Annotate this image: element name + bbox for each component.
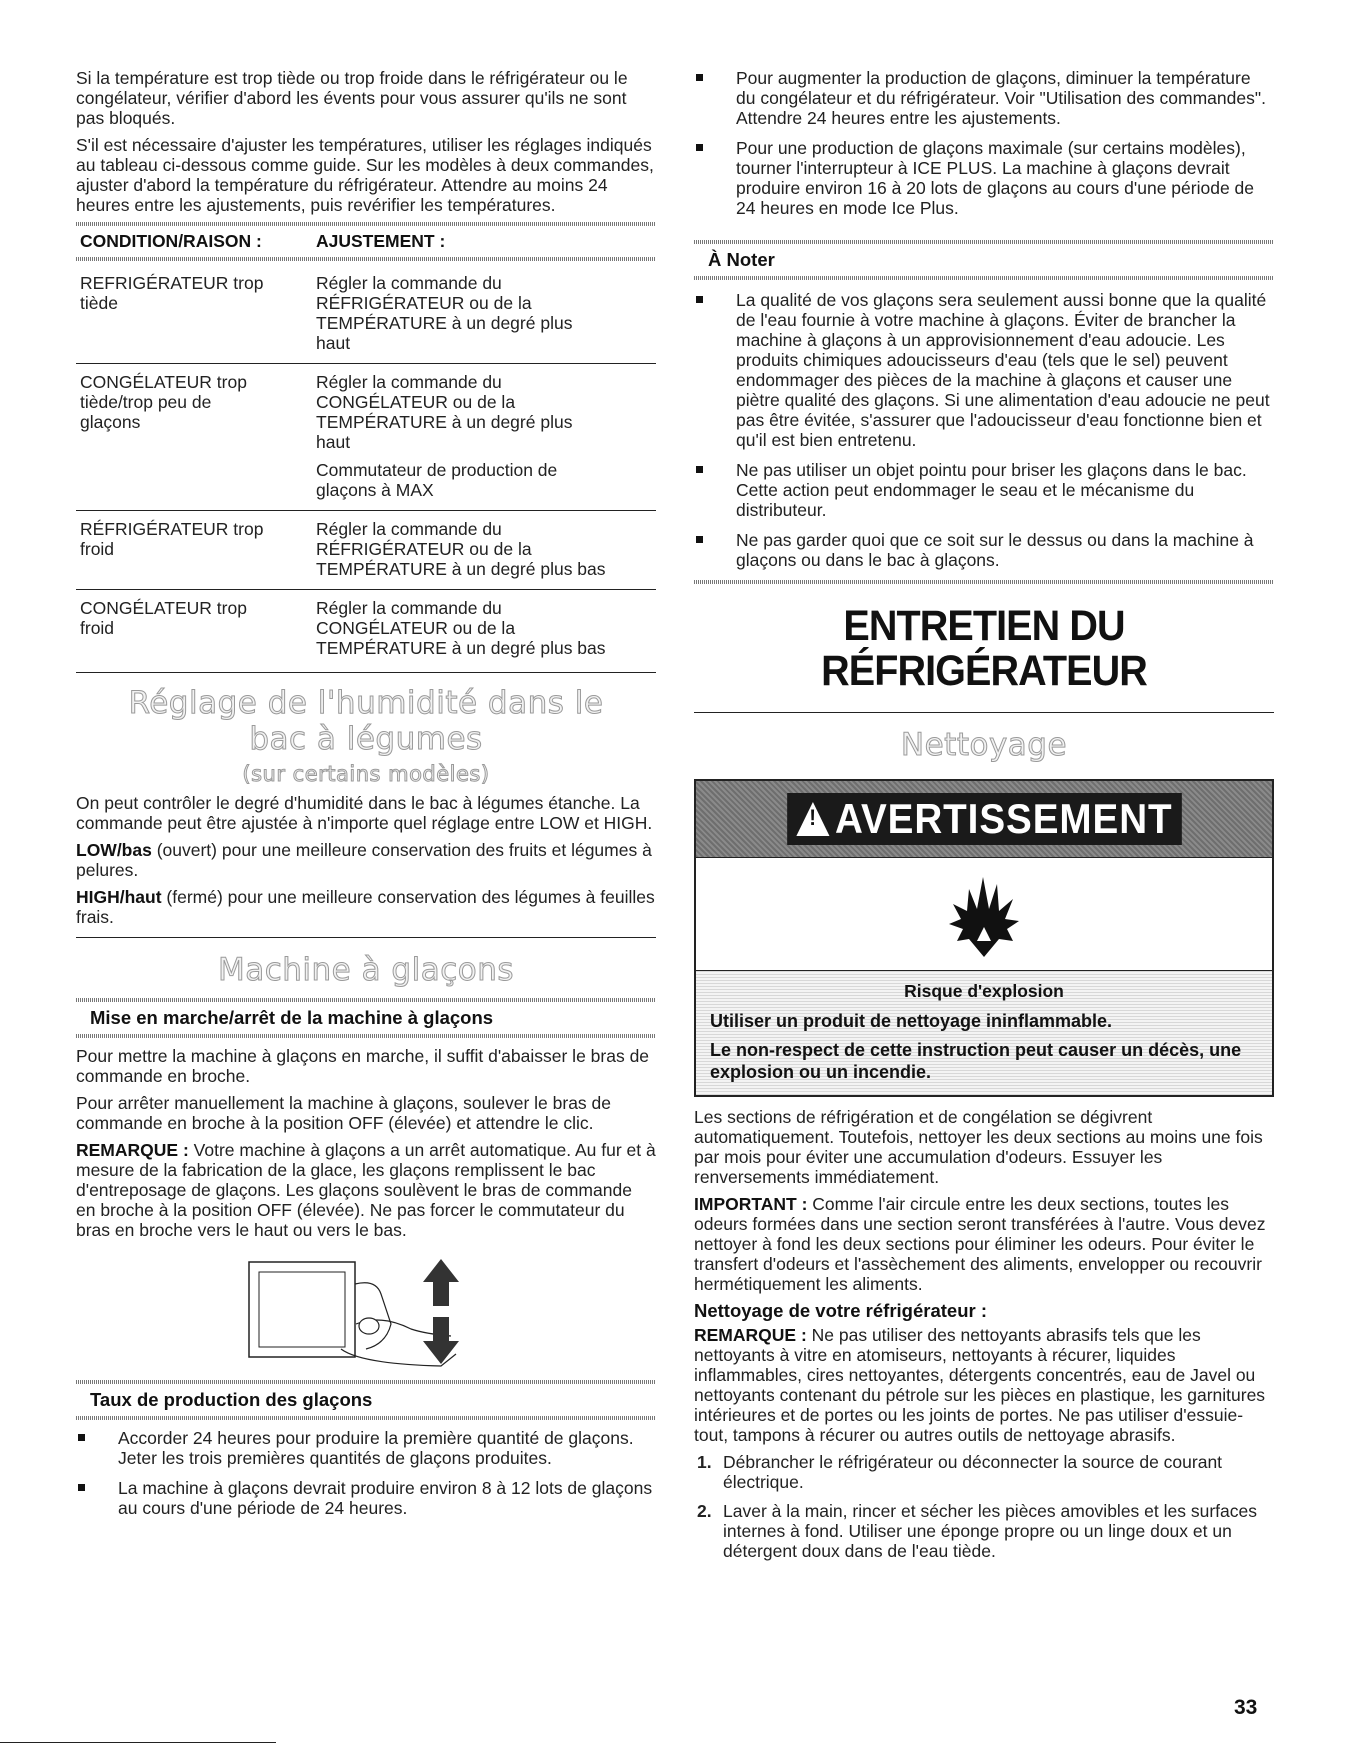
section-end-rule: [694, 580, 1274, 584]
intro-paragraph-2: S'il est nécessaire d'ajuster les températures, utiliser les réglages indiqués au tableau ci-dessous comme guide. Sur les modèles à deux commandes, ajuster d'abord la température du réfrigérateur. Attendre au moins 24 heures entre les ajustements, puis revérifier les températures.: [76, 135, 654, 215]
high-label: HIGH/haut: [76, 887, 162, 907]
adjustment-text: Régler la commande du RÉFRIGÉRATEUR ou de la TEMPÉRATURE à un degré plus haut: [316, 273, 573, 353]
explosion-icon-area: [696, 858, 1272, 971]
left-column: [76, 68, 656, 1528]
remark-text: Ne pas utiliser des nettoyants abrasifs tels que les nettoyants à vitre en atomiseurs, nettoyants à récurer, liquides inflammables, cires nettoyantes, détergents concentrés, eau de Javel ou nettoyants contenant du pétrole sur les pièces en plastique, les garnitures intérieures et de portes ou les joints de portes. Ne pas utiliser d'essuie-tout, tampons à récurer ou autres outils de nettoyage abrasifs.: [694, 1325, 1266, 1445]
table-cell-adjustment: [316, 372, 656, 500]
section-title-line-1: ENTRETIEN DU: [843, 602, 1125, 650]
list-item: Accorder 24 heures pour produire la première quantité de glaçons. Jeter les trois premières quantités de glaçons produites.: [76, 1428, 656, 1468]
temperature-table: [76, 222, 656, 673]
high-text: (fermé) pour une meilleure conservation des légumes à feuilles frais.: [76, 887, 655, 927]
important-text: Comme l'air circule entre les deux sections, toutes les odeurs formées dans une section seront transférées à l'autre. Vous devez nettoyer à fond les deux sections pour éliminer les odeurs. Pour éviter le transfert d'odeurs et l'assèchement des aliments, envelopper ou recouvrir hermétiquement les aliments.: [694, 1194, 1266, 1294]
cleaning-steps: [694, 1452, 1274, 1561]
warning-line-1: Utiliser un produit de nettoyage ininflammable.: [710, 1011, 1113, 1031]
rate-heading: Taux de production des glaçons: [90, 1389, 373, 1410]
humidity-subtitle: (sur certains modèles): [242, 762, 490, 786]
ice-maker-arm-illustration: [241, 1254, 491, 1374]
remark-label: REMARQUE :: [76, 1140, 189, 1160]
adjustment-text: Régler la commande du CONGÉLATEUR ou de la TEMPÉRATURE à un degré plus haut: [316, 372, 573, 452]
remark-label: REMARQUE :: [694, 1325, 807, 1345]
rate-rule-top: [76, 1380, 656, 1384]
table-cell-condition: REFRIGÉRATEUR trop tiède: [80, 273, 264, 313]
table-cell-adjustment: [316, 598, 656, 658]
defrost-paragraph: Les sections de réfrigération et de congélation se dégivrent automatiquement. Toutefois, nettoyer les deux sections au moins une fois par mois pour éviter une accumulation d'odeurs. Essuyer les renversements immédiatement.: [694, 1107, 1263, 1187]
humidity-paragraph: On peut contrôler le degré d'humidité dans le bac à légumes étanche. La commande peut être ajustée à n'importe quel réglage entre LOW et HIGH.: [76, 793, 653, 833]
low-text: (ouvert) pour une meilleure conservation des fruits et légumes à pelures.: [76, 840, 652, 880]
table-top-rule: [76, 222, 656, 226]
adjustment-text: Régler la commande du RÉFRIGÉRATEUR ou de la TEMPÉRATURE à un degré plus bas: [316, 519, 606, 579]
warning-line-2: Le non-respect de cette instruction peut causer un décès, une explosion ou un incendie.: [710, 1040, 1242, 1082]
cleaning-title: Nettoyage: [900, 727, 1068, 763]
note-heading: À Noter: [708, 249, 775, 270]
table-cell-condition: RÉFRIGÉRATEUR trop froid: [80, 519, 264, 559]
list-item: Pour augmenter la production de glaçons, diminuer la température du congélateur et du réfrigérateur. Voir "Utilisation des commandes". Attendre 24 heures entre les ajustements.: [694, 68, 1274, 128]
section-title-line-2: RÉFRIGÉRATEUR: [821, 647, 1147, 695]
table-cell-adjustment: [316, 519, 656, 579]
rate-rule-bottom: [76, 1416, 656, 1420]
table-header-condition: CONDITION/RAISON :: [80, 231, 262, 251]
icemaker-title: Machine à glaçons: [217, 952, 515, 988]
humidity-title-line-1: Réglage de l'humidité dans le: [128, 685, 604, 721]
table-row: [76, 265, 656, 364]
warning-banner-text: AVERTISSEMENT: [834, 795, 1173, 842]
footer-rule: [0, 1742, 276, 1743]
important-paragraph: [694, 1194, 1274, 1294]
remark-text: Votre machine à glaçons a un arrêt automatique. Au fur et à mesure de la fabrication de la glace, les glaçons remplissent le bac d'entreposage de glaçons. Les glaçons soulèvent le bras de commande en broche à la position OFF (élevée). Ne pas forcer le commutateur du bras en broche vers le haut ou vers le bas.: [76, 1140, 656, 1240]
step-number: 1.: [697, 1452, 712, 1472]
note-rule-bottom: [694, 276, 1274, 280]
warning-box: [694, 779, 1274, 1097]
warning-banner-label: [787, 793, 1182, 845]
note-bullet-list: [694, 290, 1274, 570]
explosion-icon: [939, 869, 1029, 959]
icemaker-remark: [76, 1140, 656, 1240]
ice-maker-illustration: [76, 1254, 656, 1374]
warning-triangle-icon: !: [796, 802, 829, 836]
table-cell-adjustment: [316, 273, 656, 353]
important-label: IMPORTANT :: [694, 1194, 808, 1214]
step-text: Laver à la main, rincer et sécher les pièces amovibles et les surfaces internes à fond. Utiliser une éponge propre ou un linge doux et un détergent doux dans de l'eau tiède.: [723, 1501, 1257, 1561]
list-item: Pour une production de glaçons maximale (sur certains modèles), tourner l'interrupteur à ICE PLUS. La machine à glaçons devrait produire environ 16 à 20 lots de glaçons au cours d'une période de 24 heures en mode Ice Plus.: [694, 138, 1274, 218]
table-row: [76, 590, 656, 672]
cleaning-remark: [694, 1325, 1274, 1445]
note-rule-top: [694, 240, 1274, 244]
table-row: [76, 364, 656, 511]
icemaker-onoff-heading: Mise en marche/arrêt de la machine à glaçons: [90, 1007, 494, 1028]
table-row: [76, 511, 656, 590]
production-bullet-list: [694, 68, 1274, 218]
list-item: La qualité de vos glaçons sera seulement aussi bonne que la qualité de l'eau fournie à votre machine à glaçons. Éviter de brancher la machine à glaçons à un approvisionnement d'eau adoucie. Les produits chimiques adoucisseurs d'eau (tels que le sel) peuvent endommager des pièces de la machine à glaçons et causer une piètre qualité des glaçons. Si une alimentation d'eau adoucie ne peut pas être évitée, s'assurer que l'adoucisseur d'eau fonctionne bien et qu'il est bien entretenu.: [694, 290, 1274, 450]
table-cell-condition: CONGÉLATEUR trop tiède/trop peu de glaçons: [80, 372, 247, 432]
list-item: Ne pas utiliser un objet pointu pour briser les glaçons dans le bac. Cette action peut endommager le seau et le mécanisme du distributeur.: [694, 460, 1274, 520]
icemaker-onoff-rule: [76, 1034, 656, 1038]
list-item: Ne pas garder quoi que ce soit sur le dessus ou dans la machine à glaçons ou dans le bac à glaçons.: [694, 530, 1274, 570]
list-item: [694, 1501, 1274, 1561]
step-number: 2.: [697, 1501, 712, 1521]
list-item: [694, 1452, 1274, 1492]
warning-risk-title: Risque d'explosion: [904, 981, 1064, 1001]
humidity-high-paragraph: [76, 887, 656, 927]
low-label: LOW/bas: [76, 840, 152, 860]
right-column: [694, 68, 1274, 1570]
intro-paragraph-1: Si la température est trop tiède ou trop froide dans le réfrigérateur ou le congélateur, vérifier d'abord les évents pour vous assurer qu'ils ne sont pas bloqués.: [76, 68, 628, 128]
warning-text-area: [696, 971, 1272, 1095]
cleaning-heading: Nettoyage de votre réfrigérateur :: [694, 1300, 988, 1321]
table-header: [76, 230, 656, 253]
rate-bullet-list: [76, 1428, 656, 1518]
table-cell-condition: CONGÉLATEUR trop froid: [80, 598, 247, 638]
step-text: Débrancher le réfrigérateur ou déconnecter la source de courant électrique.: [723, 1452, 1223, 1492]
icemaker-paragraph-1: Pour mettre la machine à glaçons en marche, il suffit d'abaisser le bras de commande en broche.: [76, 1046, 650, 1086]
icemaker-rule: [76, 998, 656, 1002]
adjustment-text: Régler la commande du CONGÉLATEUR ou de la TEMPÉRATURE à un degré plus bas: [316, 598, 606, 658]
icemaker-paragraph-2: Pour arrêter manuellement la machine à glaçons, soulever le bras de commande en broche à la position OFF (élevée) et attendre le clic.: [76, 1093, 612, 1133]
page-number: 33: [1234, 1696, 1258, 1719]
adjustment-extra-text: Commutateur de production de glaçons à MAX: [316, 460, 558, 500]
table-header-rule: [76, 257, 656, 261]
table-header-adjustment: AJUSTEMENT :: [316, 231, 446, 251]
list-item: La machine à glaçons devrait produire environ 8 à 12 lots de glaçons au cours d'une période de 24 heures.: [76, 1478, 656, 1518]
warning-banner: [696, 781, 1272, 858]
humidity-title-line-2: bac à légumes: [249, 721, 483, 757]
humidity-low-paragraph: [76, 840, 656, 880]
